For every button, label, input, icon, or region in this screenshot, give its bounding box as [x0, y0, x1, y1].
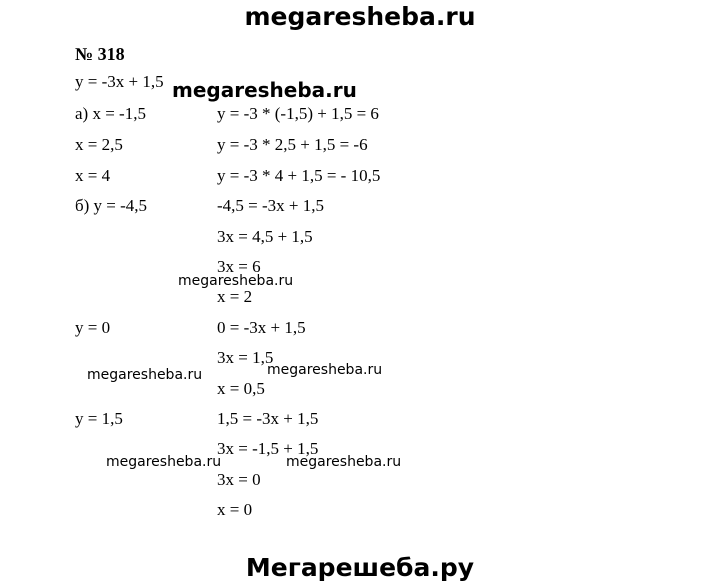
watermark: megaresheba.ru — [286, 454, 402, 470]
solution-line-3: y = -3 * 4 + 1,5 = - 10,5 — [217, 166, 381, 185]
site-header-title: megaresheba.ru — [244, 2, 476, 31]
solution-line-5: 3x = 4,5 + 1,5 — [217, 227, 313, 246]
case-b-y-value-1: б) y = -4,5 — [75, 196, 148, 215]
case-b-y-value-3: y = 1,5 — [75, 409, 123, 428]
case-a-x-value-2: x = 2,5 — [75, 135, 123, 154]
watermark: megaresheba.ru — [87, 367, 203, 383]
watermark: megaresheba.ru — [178, 273, 294, 289]
solution-line-14: x = 0 — [217, 500, 253, 519]
solution-line-13: 3x = 0 — [217, 470, 261, 489]
solution-line-2: y = -3 * 2,5 + 1,5 = -6 — [217, 135, 368, 154]
solution-line-7: x = 2 — [217, 287, 253, 306]
site-footer-title: Мегарешеба.ру — [245, 553, 475, 582]
solution-line-11: 1,5 = -3x + 1,5 — [217, 409, 319, 428]
watermark: megaresheba.ru — [172, 78, 357, 102]
solution-line-9: 3x = 1,5 — [217, 348, 274, 367]
solution-line-12: 3x = -1,5 + 1,5 — [217, 439, 319, 458]
case-b-y-value-2: y = 0 — [75, 318, 111, 337]
case-a-x-value-1: а) x = -1,5 — [75, 104, 146, 123]
solution-line-4: -4,5 = -3x + 1,5 — [217, 196, 324, 215]
solution-line-6: 3x = 6 — [217, 257, 261, 276]
watermark: megaresheba.ru — [267, 362, 383, 378]
solution-line-1: y = -3 * (-1,5) + 1,5 = 6 — [217, 104, 379, 123]
solution-line-8: 0 = -3x + 1,5 — [217, 318, 306, 337]
case-a-x-value-3: x = 4 — [75, 166, 111, 185]
problem-number: № 318 — [75, 44, 125, 64]
solution-line-10: x = 0,5 — [217, 379, 265, 398]
watermark: megaresheba.ru — [106, 454, 222, 470]
function-equation: y = -3x + 1,5 — [75, 72, 164, 91]
